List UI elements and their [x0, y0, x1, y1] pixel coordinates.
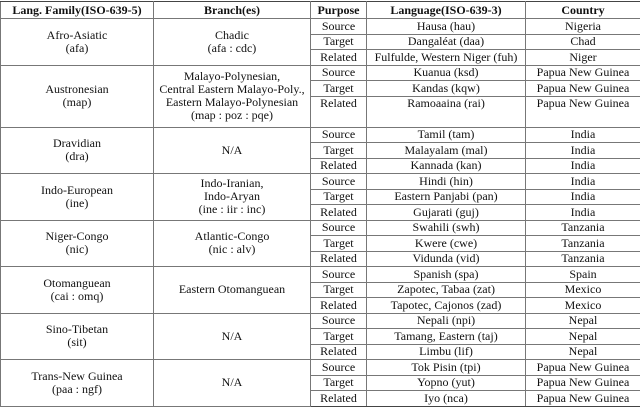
purpose-cell: Target — [311, 236, 367, 252]
country-cell: India — [526, 174, 640, 190]
header-purpose: Purpose — [311, 2, 367, 19]
language-cell: Yopno (yut) — [367, 375, 526, 391]
branch-cell — [154, 267, 311, 314]
header-row — [1, 2, 640, 19]
language-cell: Ramoaaina (rai) — [367, 96, 526, 127]
purpose-cell: Related — [311, 298, 367, 314]
family-line: Indo-European — [3, 184, 151, 197]
purpose-cell: Source — [311, 220, 367, 236]
purpose-cell: Related — [311, 96, 367, 127]
family-line: (ine) — [3, 197, 151, 210]
country-cell: India — [526, 205, 640, 221]
family-line: (dra) — [3, 150, 151, 163]
table-row — [1, 220, 640, 236]
branch-line: Indo-Iranian, — [156, 177, 308, 190]
country-cell: Papua New Guinea — [526, 360, 640, 376]
purpose-cell: Source — [311, 65, 367, 81]
family-line: Otomanguean — [3, 277, 151, 290]
header-family: Lang. Family(ISO-639-5) — [1, 2, 154, 19]
country-cell: Nepal — [526, 329, 640, 345]
language-cell: Hindi (hin) — [367, 174, 526, 190]
branch-cell — [154, 220, 311, 267]
language-cell: Nepali (npi) — [367, 313, 526, 329]
country-cell: Papua New Guinea — [526, 96, 640, 127]
language-cell: Limbu (lif) — [367, 344, 526, 360]
language-cell: Tamang, Eastern (taj) — [367, 329, 526, 345]
family-line: Niger-Congo — [3, 230, 151, 243]
header-branch: Branch(es) — [154, 2, 311, 19]
branch-line: Indo-Aryan — [156, 190, 308, 203]
purpose-cell: Source — [311, 360, 367, 376]
family-cell — [1, 220, 154, 267]
branch-cell — [154, 127, 311, 174]
family-cell — [1, 127, 154, 174]
language-cell: Tamil (tam) — [367, 127, 526, 143]
language-cell: Spanish (spa) — [367, 267, 526, 283]
purpose-cell: Source — [311, 267, 367, 283]
purpose-cell: Target — [311, 34, 367, 50]
branch-line: (map : poz : pqe) — [156, 109, 308, 122]
language-cell: Fulfulde, Western Niger (fuh) — [367, 50, 526, 66]
branch-line: Central Eastern Malayo-Poly., — [156, 83, 308, 96]
language-cell: Kwere (cwe) — [367, 236, 526, 252]
purpose-cell: Related — [311, 205, 367, 221]
language-cell: Tok Pisin (tpi) — [367, 360, 526, 376]
table-row — [1, 19, 640, 35]
family-line: Trans-New Guinea — [3, 370, 151, 383]
country-cell: Mexico — [526, 282, 640, 298]
country-cell: India — [526, 189, 640, 205]
branch-line: Eastern Otomanguean — [156, 283, 308, 296]
country-cell: Spain — [526, 267, 640, 283]
family-cell — [1, 313, 154, 360]
language-cell: Dangaléat (daa) — [367, 34, 526, 50]
country-cell: Niger — [526, 50, 640, 66]
purpose-cell: Target — [311, 143, 367, 159]
language-cell: Swahili (swh) — [367, 220, 526, 236]
branch-cell — [154, 360, 311, 407]
family-cell — [1, 19, 154, 66]
header-country: Country — [526, 2, 640, 19]
family-line: (cai : omq) — [3, 290, 151, 303]
family-cell — [1, 360, 154, 407]
language-cell: Kandas (kqw) — [367, 81, 526, 97]
branch-line: N/A — [156, 330, 308, 343]
family-line: Sino-Tibetan — [3, 323, 151, 336]
language-cell: Iyo (nca) — [367, 391, 526, 407]
country-cell: Mexico — [526, 298, 640, 314]
table-row — [1, 65, 640, 81]
purpose-cell: Target — [311, 282, 367, 298]
language-cell: Malayalam (mal) — [367, 143, 526, 159]
table-row — [1, 127, 640, 143]
country-cell: Tanzania — [526, 220, 640, 236]
country-cell: Papua New Guinea — [526, 391, 640, 407]
branch-cell — [154, 65, 311, 127]
branch-line: N/A — [156, 376, 308, 389]
branch-line: Eastern Malayo-Polynesian — [156, 96, 308, 109]
branch-line: (afa : cdc) — [156, 42, 308, 55]
table-body — [1, 19, 640, 407]
language-cell: Hausa (hau) — [367, 19, 526, 35]
family-line: Austronesian — [3, 83, 151, 96]
branch-line: Atlantic-Congo — [156, 230, 308, 243]
language-cell: Eastern Panjabi (pan) — [367, 189, 526, 205]
language-table — [0, 1, 640, 407]
purpose-cell: Source — [311, 313, 367, 329]
table-row — [1, 360, 640, 376]
family-line: Afro-Asiatic — [3, 29, 151, 42]
country-cell: Nepal — [526, 313, 640, 329]
branch-cell — [154, 174, 311, 221]
purpose-cell: Target — [311, 81, 367, 97]
branch-cell — [154, 19, 311, 66]
language-cell: Zapotec, Tabaa (zat) — [367, 282, 526, 298]
country-cell: Tanzania — [526, 251, 640, 267]
country-cell: Tanzania — [526, 236, 640, 252]
language-cell: Kannada (kan) — [367, 158, 526, 174]
branch-cell — [154, 313, 311, 360]
table-row — [1, 313, 640, 329]
country-cell: Nigeria — [526, 19, 640, 35]
country-cell: Papua New Guinea — [526, 65, 640, 81]
family-cell — [1, 174, 154, 221]
family-line: (afa) — [3, 42, 151, 55]
purpose-cell: Source — [311, 174, 367, 190]
branch-line: Chadic — [156, 29, 308, 42]
country-cell: India — [526, 127, 640, 143]
family-line: (map) — [3, 96, 151, 109]
branch-line: (nic : alv) — [156, 243, 308, 256]
purpose-cell: Related — [311, 50, 367, 66]
country-cell: Papua New Guinea — [526, 81, 640, 97]
country-cell: Nepal — [526, 344, 640, 360]
purpose-cell: Related — [311, 251, 367, 267]
purpose-cell: Target — [311, 329, 367, 345]
table-row — [1, 267, 640, 283]
branch-line: N/A — [156, 144, 308, 157]
family-line: (sit) — [3, 336, 151, 349]
family-cell — [1, 65, 154, 127]
table-row — [1, 174, 640, 190]
language-cell: Gujarati (guj) — [367, 205, 526, 221]
family-line: (nic) — [3, 243, 151, 256]
language-cell: Vidunda (vid) — [367, 251, 526, 267]
language-cell: Tapotec, Cajonos (zad) — [367, 298, 526, 314]
purpose-cell: Target — [311, 375, 367, 391]
country-cell: Chad — [526, 34, 640, 50]
header-language: Language(ISO-639-3) — [367, 2, 526, 19]
branch-line: Malayo-Polynesian, — [156, 70, 308, 83]
purpose-cell: Source — [311, 127, 367, 143]
purpose-cell: Related — [311, 391, 367, 407]
family-cell — [1, 267, 154, 314]
country-cell: India — [526, 158, 640, 174]
country-cell: Papua New Guinea — [526, 375, 640, 391]
purpose-cell: Source — [311, 19, 367, 35]
purpose-cell: Related — [311, 158, 367, 174]
family-line: (paa : ngf) — [3, 383, 151, 396]
country-cell: India — [526, 143, 640, 159]
family-line: Dravidian — [3, 137, 151, 150]
language-cell: Kuanua (ksd) — [367, 65, 526, 81]
purpose-cell: Target — [311, 189, 367, 205]
branch-line: (ine : iir : inc) — [156, 203, 308, 216]
purpose-cell: Related — [311, 344, 367, 360]
